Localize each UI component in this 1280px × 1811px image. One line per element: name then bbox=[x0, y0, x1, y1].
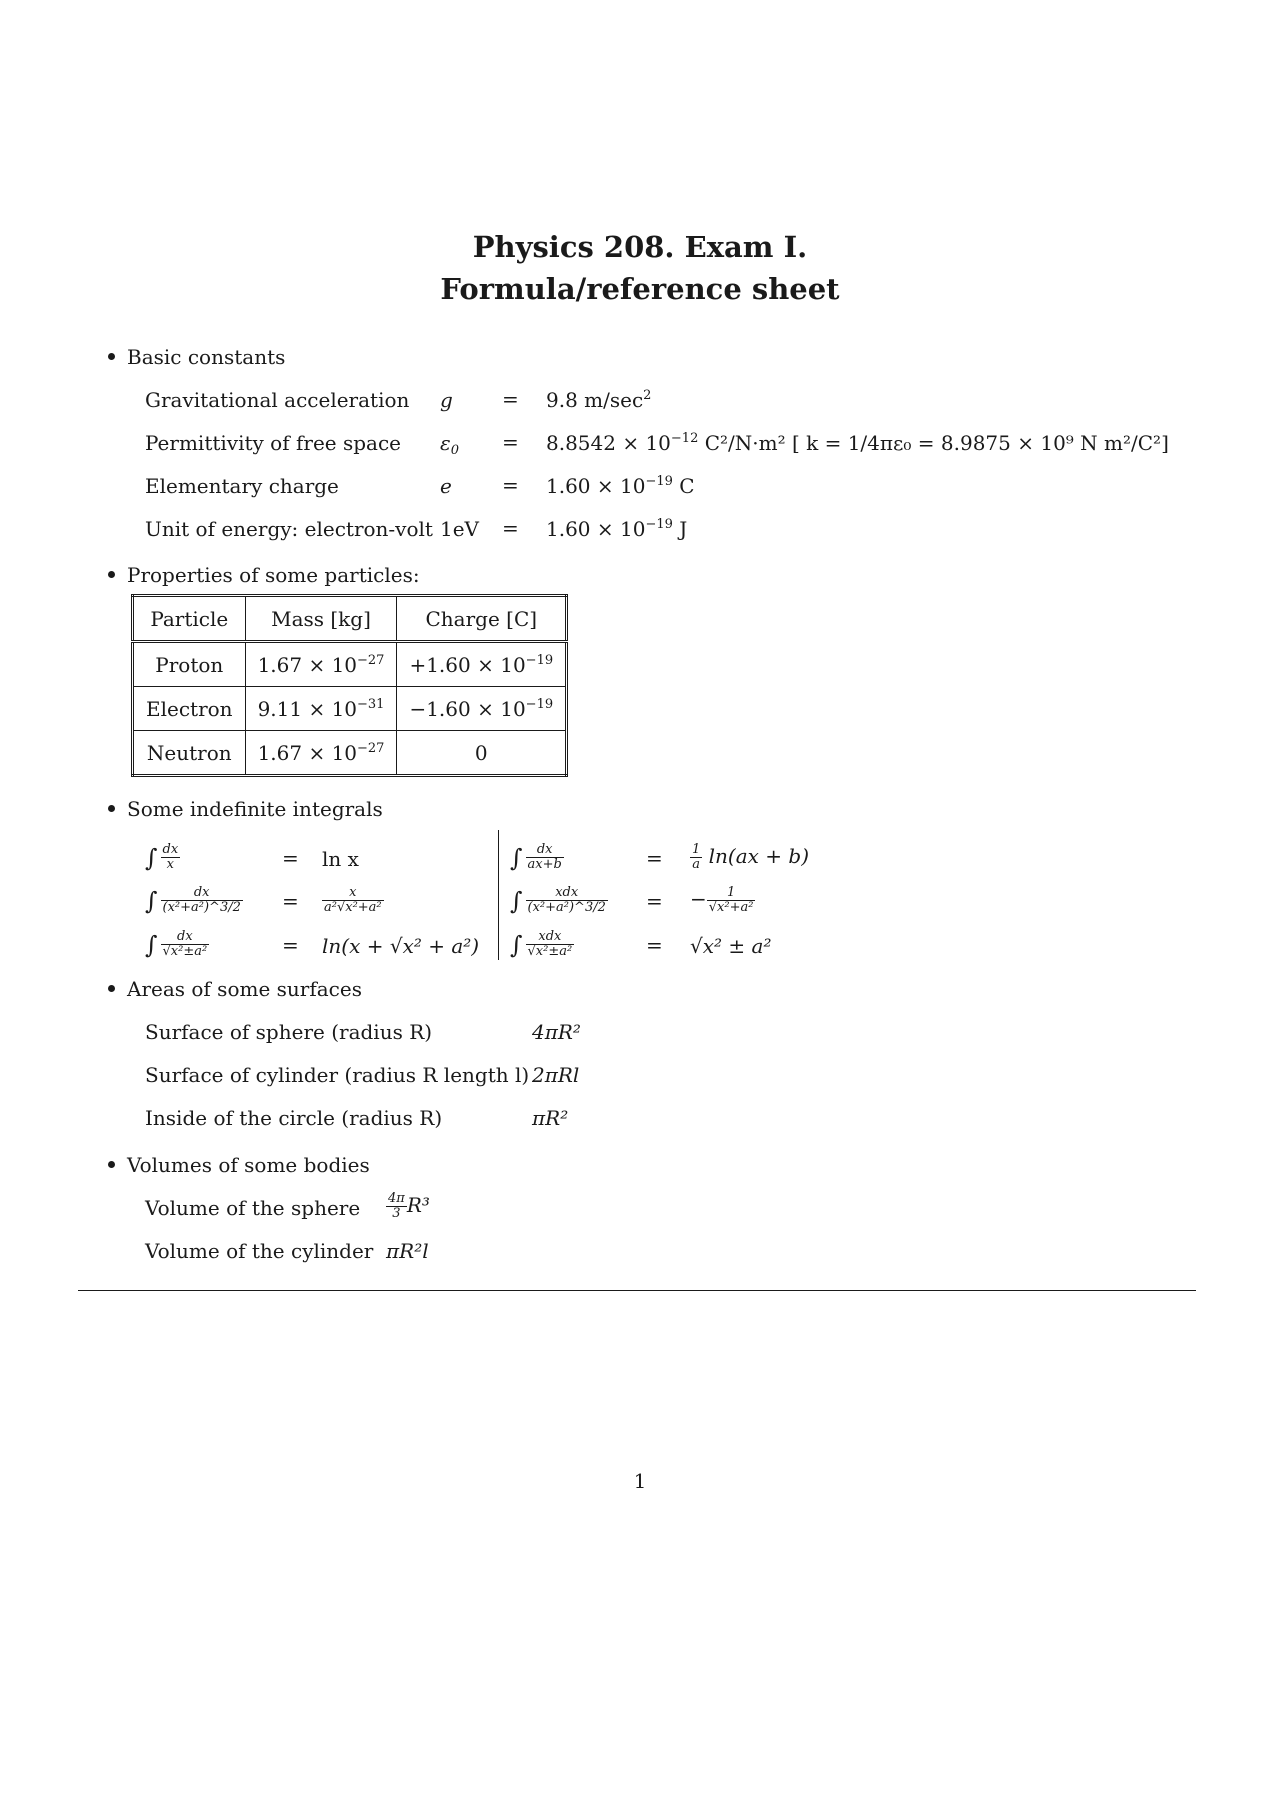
volume-name: Volume of the sphere bbox=[145, 1196, 361, 1220]
integrand bbox=[161, 930, 210, 959]
section-label: Basic constants bbox=[127, 345, 286, 369]
result-numerator: 1 bbox=[707, 886, 756, 901]
area-name: Inside of the circle (radius R) bbox=[145, 1106, 443, 1130]
integrand bbox=[526, 843, 564, 872]
volume-formula: πR²l bbox=[386, 1239, 429, 1263]
integral-sign: ∫ bbox=[145, 886, 158, 915]
section-areas bbox=[108, 976, 362, 1002]
page-number: 1 bbox=[633, 1469, 647, 1493]
volume-fraction bbox=[386, 1192, 407, 1221]
constant-equals: = bbox=[502, 430, 519, 454]
page-title-line2: Formula/reference sheet bbox=[440, 272, 840, 306]
value-text: 1.60 × 10 bbox=[546, 474, 646, 498]
constant-name: Elementary charge bbox=[145, 474, 339, 498]
integrand bbox=[526, 930, 575, 959]
integrand-denominator: √x²±a² bbox=[527, 944, 573, 959]
constant-value bbox=[546, 430, 1169, 456]
value-tail: J bbox=[672, 517, 688, 541]
particle-mass bbox=[245, 642, 397, 687]
result-text: ln(ax + b) bbox=[708, 844, 810, 868]
integral-equals: = bbox=[282, 933, 299, 957]
section-label: Some indefinite integrals bbox=[127, 797, 383, 821]
particle-name: Proton bbox=[133, 642, 246, 687]
symbol-text: ε bbox=[440, 431, 451, 455]
integral-sign: ∫ bbox=[145, 843, 158, 872]
integral-equals: = bbox=[646, 933, 663, 957]
constant-symbol: g bbox=[440, 388, 453, 412]
integral-left-2 bbox=[145, 886, 243, 915]
mass-text: 9.11 × 10 bbox=[257, 696, 358, 721]
table-row bbox=[133, 642, 567, 687]
constant-equals: = bbox=[502, 516, 519, 540]
particle-name: Neutron bbox=[133, 731, 246, 776]
integrand-numerator: xdx bbox=[526, 930, 575, 945]
integral-left-3 bbox=[145, 930, 209, 959]
section-particles bbox=[108, 562, 420, 588]
charge-text: +1.60 × 10 bbox=[409, 652, 526, 677]
integral-right-2 bbox=[510, 886, 608, 915]
result-fraction bbox=[707, 886, 756, 915]
table-row bbox=[133, 731, 567, 776]
volume-formula bbox=[386, 1192, 430, 1221]
constant-name: Permittivity of free space bbox=[145, 431, 401, 455]
integrand-numerator: dx bbox=[161, 886, 243, 901]
constant-name: Unit of energy: electron-volt bbox=[145, 517, 433, 541]
table-header-cell: Charge [C] bbox=[397, 596, 567, 642]
table-header-cell: Particle bbox=[133, 596, 246, 642]
result-numerator: 1 bbox=[692, 842, 701, 857]
value-exponent: 2 bbox=[643, 388, 652, 403]
mass-exponent: −27 bbox=[357, 740, 385, 756]
result-denominator: a²√x²+a² bbox=[324, 900, 382, 915]
area-formula: πR² bbox=[532, 1106, 569, 1130]
fraction-numerator: 4π bbox=[388, 1191, 405, 1206]
integral-result: ln x bbox=[322, 847, 359, 871]
table-row bbox=[133, 687, 567, 731]
integral-result: √x² ± a² bbox=[690, 934, 772, 958]
section-label: Areas of some surfaces bbox=[127, 977, 362, 1001]
constant-name: Gravitational acceleration bbox=[145, 388, 410, 412]
value-text: 9.8 m/sec bbox=[546, 388, 644, 412]
mass-exponent: −27 bbox=[357, 652, 385, 668]
constant-symbol: e bbox=[440, 474, 452, 498]
value-tail: C bbox=[672, 474, 695, 498]
bullet-icon bbox=[108, 571, 115, 578]
section-volumes bbox=[108, 1152, 370, 1178]
constant-equals: = bbox=[502, 473, 519, 497]
integrand-denominator: √x²±a² bbox=[162, 944, 208, 959]
symbol-subscript: 0 bbox=[450, 443, 460, 458]
bullet-icon bbox=[108, 985, 115, 992]
integrand-numerator: dx bbox=[526, 843, 564, 858]
integral-sign: ∫ bbox=[510, 930, 523, 959]
area-formula: 4πR² bbox=[532, 1020, 581, 1044]
table-header-cell: Mass [kg] bbox=[245, 596, 397, 642]
bullet-icon bbox=[108, 805, 115, 812]
constant-symbol: 1eV bbox=[440, 517, 480, 541]
formula-text: R³ bbox=[406, 1193, 430, 1217]
charge-text: 0 bbox=[474, 740, 488, 765]
integrand bbox=[161, 886, 243, 915]
charge-text: −1.60 × 10 bbox=[409, 696, 526, 721]
particle-mass bbox=[245, 731, 397, 776]
value-text: 1.60 × 10 bbox=[546, 517, 646, 541]
section-integrals bbox=[108, 796, 383, 822]
result-sign: − bbox=[690, 887, 707, 911]
integral-equals: = bbox=[646, 846, 663, 870]
volume-name: Volume of the cylinder bbox=[145, 1239, 374, 1263]
integrand-denominator: x bbox=[166, 857, 175, 872]
integrand-numerator: dx bbox=[161, 930, 210, 945]
integrals-divider bbox=[498, 830, 499, 960]
page-title-line1: Physics 208. Exam I. bbox=[472, 230, 808, 264]
value-text: 8.8542 × 10 bbox=[546, 431, 671, 455]
value-exponent: −19 bbox=[645, 474, 673, 489]
particle-charge bbox=[397, 731, 567, 776]
horizontal-rule bbox=[78, 1290, 1196, 1291]
area-name: Surface of sphere (radius R) bbox=[145, 1020, 433, 1044]
result-denominator: a bbox=[692, 857, 701, 872]
area-name: Surface of cylinder (radius R length l) bbox=[145, 1063, 530, 1087]
value-exponent: −12 bbox=[670, 431, 699, 446]
mass-text: 1.67 × 10 bbox=[257, 740, 358, 765]
section-label: Properties of some particles: bbox=[127, 563, 420, 587]
area-formula: 2πRl bbox=[532, 1063, 580, 1087]
fraction-denominator: 3 bbox=[392, 1206, 401, 1221]
integral-result bbox=[690, 843, 809, 872]
table-header-row bbox=[133, 596, 567, 642]
bullet-icon bbox=[108, 353, 115, 360]
result-fraction bbox=[690, 843, 702, 872]
integrand-denominator: (x²+a²)^3/2 bbox=[527, 900, 606, 915]
particle-charge bbox=[397, 642, 567, 687]
integrand bbox=[526, 886, 608, 915]
bullet-icon bbox=[108, 1161, 115, 1168]
constant-value bbox=[546, 473, 695, 499]
result-numerator: x bbox=[322, 886, 384, 901]
integral-left-1 bbox=[145, 843, 180, 872]
section-label: Volumes of some bodies bbox=[127, 1153, 370, 1177]
constant-value bbox=[546, 516, 687, 542]
value-exponent: −19 bbox=[645, 517, 673, 532]
integral-equals: = bbox=[282, 889, 299, 913]
value-tail: C²/N·m² [ k = 1/4πε₀ = 8.9875 × 10⁹ N m²/C²] bbox=[698, 431, 1169, 455]
integral-right-3 bbox=[510, 930, 574, 959]
particle-charge bbox=[397, 687, 567, 731]
constant-equals: = bbox=[502, 387, 519, 411]
integral-result: ln(x + √x² + a²) bbox=[322, 934, 480, 958]
integrand-numerator: dx bbox=[162, 842, 179, 857]
integral-equals: = bbox=[646, 889, 663, 913]
integral-result bbox=[690, 886, 755, 915]
integrand-denominator: ax+b bbox=[527, 857, 562, 872]
integrand-denominator: (x²+a²)^3/2 bbox=[162, 900, 241, 915]
charge-exponent: −19 bbox=[525, 696, 554, 712]
particle-name: Electron bbox=[133, 687, 246, 731]
result-fraction bbox=[322, 886, 384, 915]
integral-sign: ∫ bbox=[145, 930, 158, 959]
result-denominator: √x²+a² bbox=[708, 900, 754, 915]
integral-sign: ∫ bbox=[510, 886, 523, 915]
charge-exponent: −19 bbox=[525, 652, 554, 668]
mass-exponent: −31 bbox=[357, 696, 385, 712]
integrand bbox=[161, 843, 181, 872]
integrand-numerator: xdx bbox=[526, 886, 608, 901]
integral-right-1 bbox=[510, 843, 564, 872]
integral-equals: = bbox=[282, 846, 299, 870]
section-basic-constants bbox=[108, 344, 285, 370]
constant-symbol bbox=[440, 430, 459, 456]
integral-sign: ∫ bbox=[510, 843, 523, 872]
particles-table bbox=[131, 594, 568, 777]
mass-text: 1.67 × 10 bbox=[257, 652, 358, 677]
particle-mass bbox=[245, 687, 397, 731]
constant-value bbox=[546, 387, 651, 413]
integral-result bbox=[322, 886, 384, 915]
